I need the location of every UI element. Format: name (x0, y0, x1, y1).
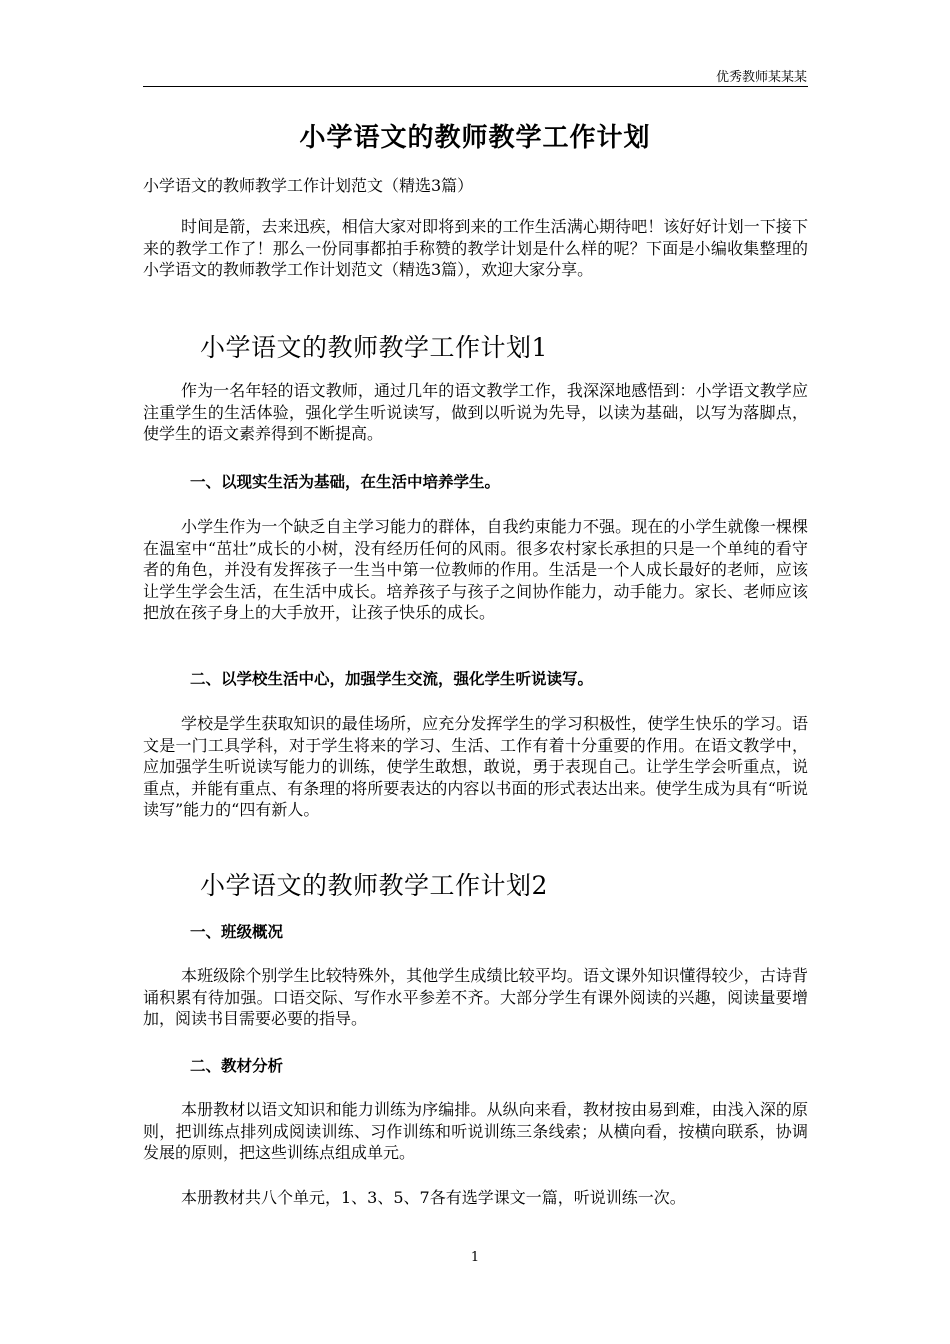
section-1-heading-2: 二、以学校生活中心，加强学生交流，强化学生听说读写。 (190, 669, 594, 688)
section-2-paragraph-2: 本册教材以语文知识和能力训练为序编排。从纵向来看，教材按由易到难，由浅入深的原则，把训练点排列成阅读训练、习作训练和听说训练三条线索；从横向看，按横向联系，协调发展的原则，把这些训练点组成单元。 (143, 1100, 808, 1162)
section-2-heading-1: 一、班级概况 (190, 922, 284, 941)
section-1-paragraph-3: 学校是学生获取知识的最佳场所，应充分发挥学生的学习积极性，使学生快乐的学习。语文是一门工具学科，对于学生将来的学习、生活、工作有着十分重要的作用。在语文教学中，应加强学生听说读写能力的训练，使学生敢想，敢说，勇于表现自己。让学生学会听重点，说重点，并能有重点、有条理的将所要表达的内容以书面的形式表达出来。使学生成为具有“听说读写”能力的“四有新人。 (143, 714, 808, 819)
section-2-paragraph-1: 本班级除个别学生比较特殊外，其他学生成绩比较平均。语文课外知识懂得较少，古诗背诵积累有待加强。口语交际、写作水平参差不齐。大部分学生有课外阅读的兴趣，阅读量要增加，阅读书目需要必要的指导。 (143, 966, 808, 1028)
section-1-paragraph-2: 小学生作为一个缺乏自主学习能力的群体，自我约束能力不强。现在的小学生就像一棵棵在温室中“茁壮”成长的小树，没有经历任何的风雨。很多农村家长承担的只是一个单纯的看守者的角色，并没有发挥孩子一生当中第一位教师的作用。生活是一个人成长最好的老师，应该让学生学会生活，在生活中成长。培养孩子与孩子之间协作能力，动手能力。家长、老师应该把放在孩子身上的大手放开，让孩子快乐的成长。 (143, 517, 808, 622)
section-1-title: 小学语文的教师教学工作计划1 (200, 333, 548, 362)
section-2-heading-2: 二、教材分析 (190, 1056, 284, 1075)
header-divider (143, 86, 808, 87)
document-subtitle: 小学语文的教师教学工作计划范文（精选3篇） (143, 176, 474, 195)
section-2-title: 小学语文的教师教学工作计划2 (200, 871, 548, 900)
intro-paragraph: 时间是箭，去来迅疾，相信大家对即将到来的工作生活满心期待吧！该好好计划一下接下来的教学工作了！那么一份同事都拍手称赞的教学计划是什么样的呢？下面是小编收集整理的小学语文的教师教学工作计划范文（精选3篇），欢迎大家分享。 (143, 217, 808, 279)
section-1-heading-1: 一、以现实生活为基础，在生活中培养学生。 (190, 472, 501, 491)
section-2-paragraph-3: 本册教材共八个单元，1、3、5、7各有选学课文一篇，听说训练一次。 (181, 1188, 686, 1207)
page-number: 1 (470, 1250, 480, 1265)
section-1-paragraph-1: 作为一名年轻的语文教师，通过几年的语文教学工作，我深深地感悟到：小学语文教学应注重学生的生活体验，强化学生听说读写，做到以听说为先导，以读为基础，以写为落脚点，使学生的语文素养得到不断提高。 (143, 381, 808, 443)
document-title: 小学语文的教师教学工作计划 (299, 123, 651, 153)
header-author: 优秀教师某某某 (715, 70, 807, 85)
